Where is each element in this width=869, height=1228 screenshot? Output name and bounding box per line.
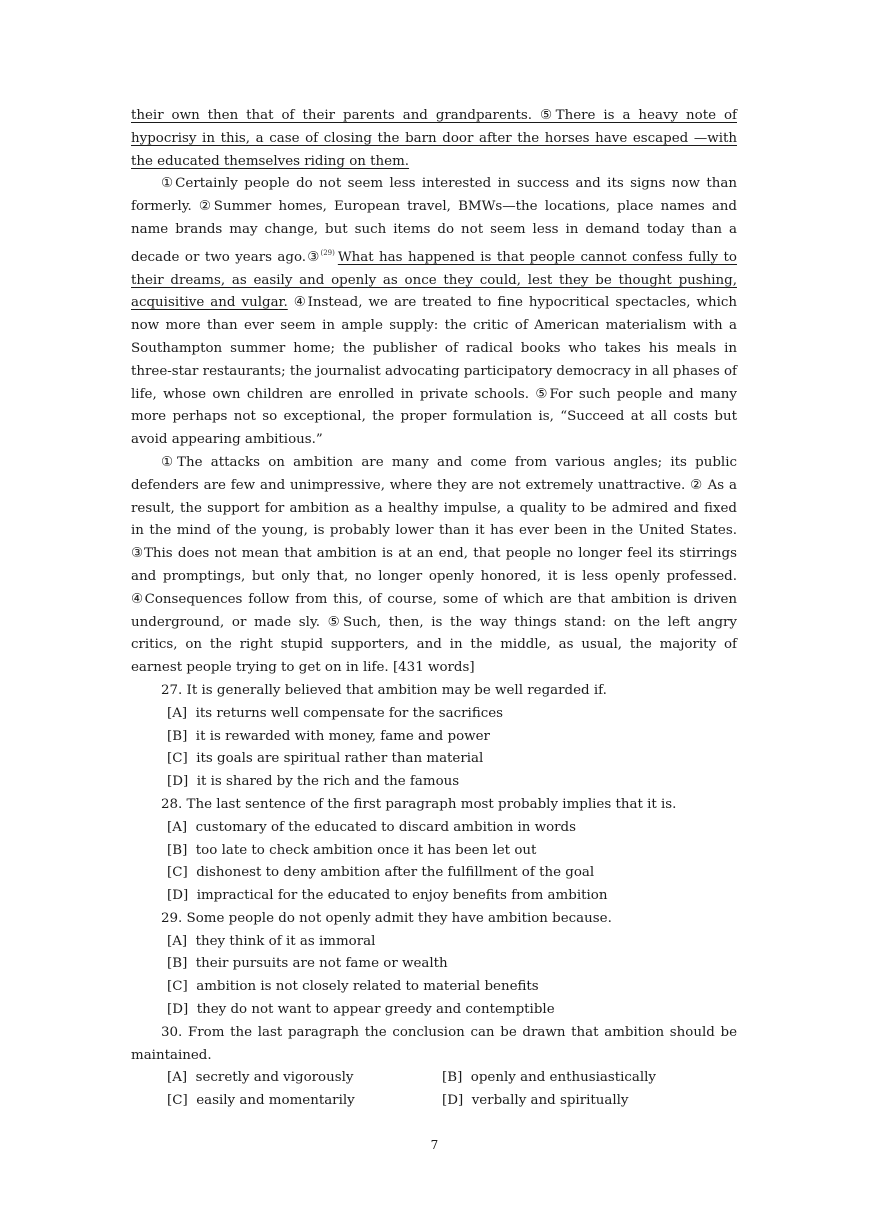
question-reference-note: (29): [320, 248, 335, 257]
option-c: [C] easily and momentarily: [167, 1093, 355, 1109]
passage-fragment-underlined: their own then that of their parents and grandparents. ⑤There is a heavy note of hypocrisy in this, a case of closing the barn door after the horses have escaped —with the educated themselves riding on them.: [131, 108, 737, 169]
option-b: [B] it is rewarded with money, fame and power: [167, 728, 490, 744]
options-row-2: [131, 1090, 737, 1113]
option-d: [D] they do not want to appear greedy and contemptible: [167, 1002, 555, 1018]
options-row-1: [131, 1067, 737, 1090]
passage-paragraph-3: ①The attacks on ambition are many and come from various angles; its public defenders are few and unimpressive, where they are not extremely unattractive. ② As a result, the support for ambition as a healthy impulse, a quality to be admired and fixed in the mind of the young, is probably lower than it has ever been in the United States. ③This does not mean that ambition is at an end, that people no longer feel its stirrings and promptings, but only that, no longer openly honored, it is less openly professed. ④Consequences follow from this, of course, some of which are that ambition is driven underground, or made sly. ⑤Such, then, is the way things stand: on the left angry critics, on the right stupid supporters, and in the middle, as usual, the majority of earnest people trying to get on in life. [431 words]: [131, 454, 737, 676]
option-a: [A] its returns well compensate for the sacrifices: [167, 705, 504, 721]
option-c: [C] ambition is not closely related to material benefits: [167, 979, 539, 995]
option-c: [C] dishonest to deny ambition after the fulfillment of the goal: [167, 865, 595, 881]
option-a: [A] secretly and vigorously: [167, 1070, 354, 1086]
option-b: [B] their pursuits are not fame or wealth: [167, 956, 448, 972]
paragraph-2-lead: ①Certainly people do not seem less interested in success and its signs now than formerly. ②Summer homes, European travel, BMWs—the locations, place names and name brands may change, but such items do not seem less in demand today than a decade or two years ago.③: [131, 176, 737, 265]
passage-paragraph-2: [131, 173, 737, 452]
question-30: [131, 1022, 737, 1113]
question-27: [131, 680, 737, 794]
paragraph-2-rest: ④Instead, we are treated to fine hypocritical spectacles, which now more than ever seem in ample supply: the critic of American materialism with a Southampton summer home; the publisher of radical books who takes his meals in three-star restaurants; the journalist advocating participatory democracy in all phases of life, whose own children are enrolled in private schools. ⑤For such people and many more perhaps not so exceptional, the proper formulation is, “Succeed at all costs but avoid appearing ambitious.”: [131, 295, 737, 448]
question-29: [131, 908, 737, 1022]
option-b: [B] too late to check ambition once it has been let out: [167, 842, 537, 858]
option-d: [D] it is shared by the rich and the famous: [167, 774, 460, 790]
question-stem: 30. From the last paragraph the conclusion can be drawn that ambition should be maintained.: [131, 1024, 737, 1063]
paragraph-2-underlined-sentence: What has happened is that people cannot confess fully to their dreams, as easily and openly as once they could, lest they be thought pushing, acquisitive and vulgar.: [131, 249, 737, 311]
question-stem: 28. The last sentence of the first paragraph most probably implies that it is.: [161, 796, 677, 812]
exam-page-body: [131, 105, 737, 1113]
question-stem: 27. It is generally believed that ambition may be well regarded if.: [161, 682, 607, 698]
option-a: [A] customary of the educated to discard ambition in words: [167, 819, 576, 835]
option-b: [B] openly and enthusiastically: [442, 1070, 656, 1086]
question-28: [131, 794, 737, 908]
option-d: [D] impractical for the educated to enjoy benefits from ambition: [167, 888, 608, 904]
option-a: [A] they think of it as immoral: [167, 933, 376, 949]
option-d: [D] verbally and spiritually: [442, 1093, 629, 1109]
page-number: 7: [430, 1138, 439, 1152]
question-stem: 29. Some people do not openly admit they have ambition because.: [161, 910, 612, 926]
option-c: [C] its goals are spiritual rather than material: [167, 751, 484, 767]
